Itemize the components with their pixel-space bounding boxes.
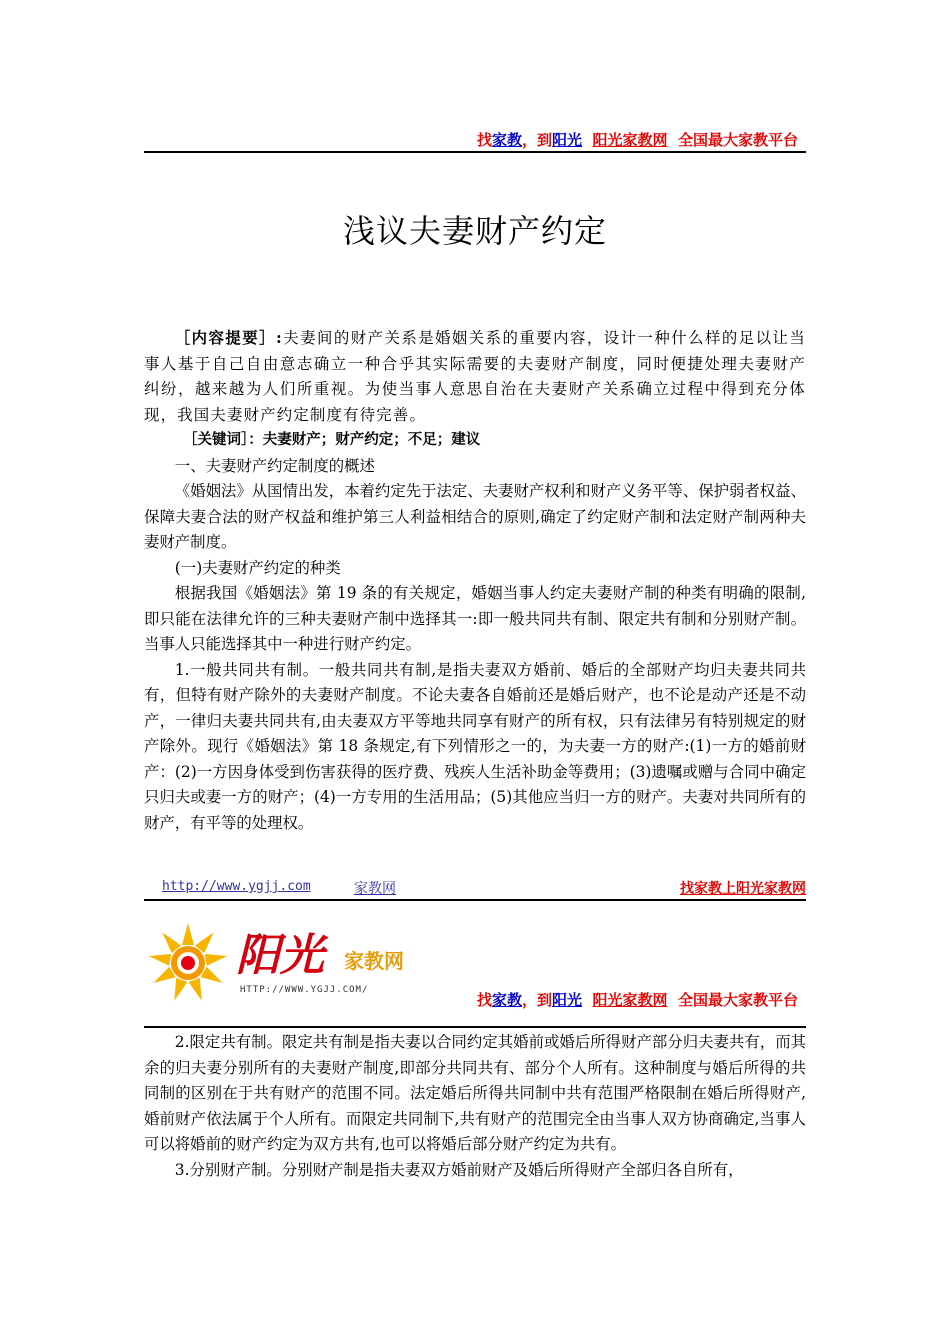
page-title: 浅议夫妻财产约定 bbox=[342, 212, 607, 250]
abstract-text: 夫妻间的财产关系是婚姻关系的重要内容，设计一种什么样的足以让当事人基于自己自由意志确立一种合乎其实际需要的夫妻财产制度，同时便捷处理夫妻财产纠纷，越来越为人们所重视。为使当事人意思自治在夫妻财产关系确立过程中得到充分体现，我国夫妻财产约定制度有待完善。 bbox=[144, 329, 806, 424]
keywords: ［关键词］：夫妻财产；财产约定；不足；建议 bbox=[183, 432, 481, 448]
subsection-heading: (一)夫妻财产约定的种类 bbox=[174, 558, 341, 577]
page-header bbox=[477, 129, 798, 150]
document-body-page1 bbox=[144, 326, 806, 836]
logo-sub-text: 家教网 bbox=[344, 949, 404, 973]
header-comma: ， bbox=[522, 131, 538, 149]
footer-url-link[interactable]: http://www.ygjj.com bbox=[162, 879, 311, 894]
header-sun-link[interactable]: 阳光 bbox=[552, 991, 583, 1009]
logo-main-text: 阳光 bbox=[236, 930, 324, 981]
header-rule bbox=[144, 151, 806, 153]
paragraph: 3.分别财产制。分别财产制是指夫妻双方婚前财产及婚后所得财产全部归各自所有， bbox=[174, 1160, 744, 1179]
header-rule-2 bbox=[144, 1026, 806, 1028]
paragraph: 1.一般共同共有制。一般共同共有制,是指夫妻双方婚前、婚后的全部财产均归夫妻共同共有，但特有财产除外的夫妻财产制度。不论夫妻各自婚前还是婚后财产，也不论是动产还是不动产，一律归夫妻共同共有,由夫妻双方平等地共同享有财产的所有权，只有法律另有特别规定的财产除外。现行《婚姻法》第 18 条规定,有下列情形之一的，为夫妻一方的财产:(1)一方的婚前财产：(2)一方因身体受到伤害获得的医疗费、残疾人生活补助金等费用；(3)遗嘱或赠与合同中确定只归夫或妻一方的财产；(4)一方专用的生活用品；(5)其他应当归一方的财产。夫妻对共同所有的财产，有平等的处理权。 bbox=[144, 660, 806, 832]
abstract bbox=[144, 326, 806, 428]
footer-slogan-link[interactable]: 找家教上阳光家教网 bbox=[680, 881, 806, 897]
footer-site-link[interactable]: 家教网 bbox=[354, 881, 396, 897]
paragraph: 根据我国《婚姻法》第 19 条的有关规定，婚姻当事人约定夫妻财产制的种类有明确的限制,即只能在法律允许的三种夫妻财产制中选择其一:即一般共同共有制、限定共有制和分别财产制。当事人只能选择其中一种进行财产约定。 bbox=[144, 584, 806, 653]
section-heading: 一、夫妻财产约定制度的概述 bbox=[174, 456, 375, 475]
header-site-link[interactable]: 阳光家教网 bbox=[592, 991, 668, 1009]
page-footer bbox=[144, 877, 806, 901]
sunshine-logo bbox=[148, 918, 428, 1004]
header-platform: 全国最大家教平台 bbox=[677, 991, 798, 1009]
header-find: 找 bbox=[476, 991, 492, 1009]
page-header-2 bbox=[477, 989, 798, 1010]
header-tutor-link[interactable]: 家教 bbox=[492, 131, 523, 149]
header-sun-link[interactable]: 阳光 bbox=[552, 131, 583, 149]
document-body-page2 bbox=[144, 1030, 806, 1183]
header-to: 到 bbox=[537, 131, 553, 149]
header-platform: 全国最大家教平台 bbox=[677, 131, 798, 149]
header-find: 找 bbox=[476, 131, 492, 149]
logo-url-text: HTTP://WWW.YGJJ.COM/ bbox=[240, 985, 369, 995]
header-site-link[interactable]: 阳光家教网 bbox=[592, 131, 668, 149]
header-to: 到 bbox=[537, 991, 553, 1009]
header-comma: ， bbox=[522, 991, 538, 1009]
sun-logo-icon bbox=[148, 918, 428, 1004]
paragraph: 《婚姻法》从国情出发，本着约定先于法定、夫妻财产权利和财产义务平等、保护弱者权益、保障夫妻合法的财产权益和维护第三人利益相结合的原则,确定了约定财产制和法定财产制两种夫妻财产制度。 bbox=[144, 482, 806, 551]
header-tutor-link[interactable]: 家教 bbox=[492, 991, 523, 1009]
paragraph: 2.限定共有制。限定共有制是指夫妻以合同约定其婚前或婚后所得财产部分归夫妻共有，而其余的归夫妻分别所有的夫妻财产制度,即部分共同共有、部分个人所有。这种制度与婚后所得的共同制的区别在于共有财产的范围不同。法定婚后所得共同制中共有范围严格限制在婚后所得财产,婚前财产依法属于个人所有。而限定共同制下,共有财产的范围完全由当事人双方协商确定,当事人可以将婚前的财产约定为双方共有,也可以将婚后部分财产约定为共有。 bbox=[144, 1033, 806, 1153]
abstract-label: ［内容提要］: bbox=[174, 329, 283, 347]
